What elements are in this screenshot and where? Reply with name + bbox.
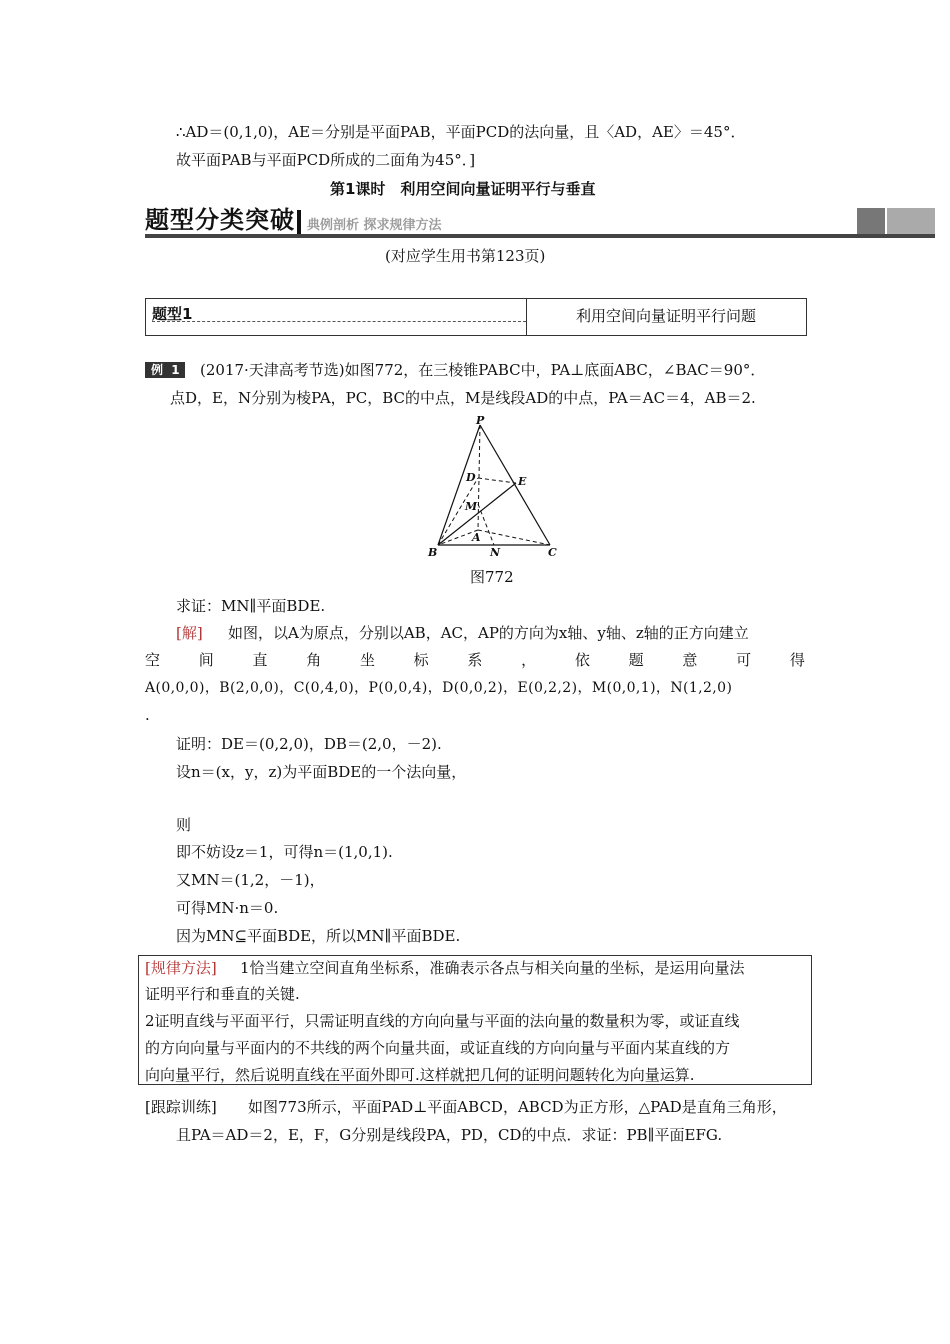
question-type-label: 题型1 <box>152 305 193 323</box>
section-banner <box>145 206 935 238</box>
text-line: ∴AD＝(0,1,0)，AE＝分别是平面PAB，平面PCD的法向量，且〈AD，AE〉＝45°． <box>176 123 746 141</box>
method-line: 证明平行和垂直的关键. <box>145 985 300 1003</box>
prove-statement: 求证：MN∥平面BDE. <box>176 597 326 615</box>
banner-divider <box>297 210 301 234</box>
example-number: 1 <box>171 363 180 377</box>
method-line: 1恰当建立空间直角坐标系，准确表示各点与相关向量的坐标，是运用向量法 <box>240 959 745 977</box>
question-type-box <box>145 298 807 336</box>
method-tag: [规律方法] <box>145 959 217 977</box>
example-badge <box>145 362 185 378</box>
point-label: A <box>472 531 481 544</box>
geometry-figure <box>420 415 570 560</box>
solution-line: 则 <box>176 816 192 834</box>
point-label: B <box>428 546 438 559</box>
banner-rule <box>145 234 935 238</box>
book-reference: (对应学生用书第123页) <box>385 247 546 265</box>
point-label: N <box>490 546 501 559</box>
edge-pc <box>480 425 550 545</box>
banner-title: 题型分类突破 <box>145 206 295 234</box>
word: 意 <box>682 651 698 669</box>
solution-line: 可得MN·n＝0. <box>176 899 279 917</box>
solution-line: . <box>145 706 150 724</box>
practice-line: 如图773所示，平面PAD⊥平面ABCD，ABCD为正方形，△PAD是直角三角形， <box>248 1098 787 1116</box>
word: 依 <box>574 651 590 669</box>
text-line: 故平面PAB与平面PCD所成的二面角为45°．] <box>176 151 476 169</box>
word: 可 <box>736 651 752 669</box>
practice-line: 且PA＝AD＝2，E，F，G分别是线段PA，PD，CD的中点．求证：PB∥平面EFG. <box>176 1126 723 1144</box>
solution-tag: [解] <box>176 624 203 642</box>
word: 坐 <box>359 651 375 669</box>
solution-line: 设n＝(x，y，z)为平面BDE的一个法向量， <box>176 763 467 781</box>
method-line: 向向量平行，然后说明直线在平面外即可.这样就把几何的证明问题转化为向量运算. <box>145 1066 695 1084</box>
word: 空 <box>145 651 161 669</box>
solution-line: 如图，以A为原点，分别以AB，AC，AP的方向为x轴、y轴、z轴的正方向建立 <box>228 624 749 642</box>
point-label: E <box>518 475 527 488</box>
banner-decoration <box>857 208 885 234</box>
word: 角 <box>306 651 322 669</box>
word: 直 <box>252 651 268 669</box>
edge-pa <box>478 425 480 530</box>
dashed-rule <box>152 321 526 322</box>
point-label: D <box>466 471 476 484</box>
example-line: (2017·天津高考节选)如图772，在三棱锥PABC中，PA⊥底面ABC，∠BAC＝90°． <box>200 361 766 379</box>
method-line: 的方向向量与平面内的不共线的两个向量共面，或证直线的方向向量与平面内某直线的方 <box>145 1039 731 1057</box>
edge-pb <box>438 425 480 545</box>
point-label: P <box>476 415 485 427</box>
example-line: 点D，E，N分别为棱PA，PC，BC的中点，M是线段AD的中点，PA＝AC＝4，AB＝2. <box>170 389 756 407</box>
lesson-title: 第1课时 利用空间向量证明平行与垂直 <box>330 180 596 198</box>
word: 标 <box>413 651 429 669</box>
point-label: C <box>548 546 557 559</box>
edge-de <box>478 478 516 483</box>
solution-line: 因为MN⊆平面BDE，所以MN∥平面BDE. <box>176 927 461 945</box>
banner-decoration <box>887 208 935 234</box>
banner-subtitle: 典例剖析 探求规律方法 <box>307 218 442 233</box>
word: 系 <box>467 651 483 669</box>
figure-caption: 图772 <box>470 568 514 586</box>
solution-line: 即不妨设z＝1，可得n＝(1,0,1). <box>176 843 393 861</box>
example-label: 例 <box>151 363 164 377</box>
practice-tag: [跟踪训练] <box>145 1098 217 1116</box>
word: 题 <box>628 651 644 669</box>
solution-line: A(0,0,0)，B(2,0,0)，C(0,4,0)，P(0,0,4)，D(0,0,2)，E(0,2,2)，M(0,0,1)，N(1,2,0) <box>145 680 733 696</box>
word: ， <box>521 651 537 669</box>
solution-line-spaced <box>145 650 805 670</box>
solution-line: 证明：DE＝(0,2,0)，DB＝(2,0，－2). <box>176 735 442 753</box>
method-line: 2证明直线与平面平行，只需证明直线的方向向量与平面的法向量的数量积为零，或证直线 <box>145 1012 740 1030</box>
word: 得 <box>789 651 805 669</box>
point-label: M <box>465 500 478 513</box>
question-type-text: 利用空间向量证明平行问题 <box>575 307 756 325</box>
solution-line: 又MN＝(1,2，－1)， <box>176 871 325 889</box>
word: 间 <box>198 651 214 669</box>
